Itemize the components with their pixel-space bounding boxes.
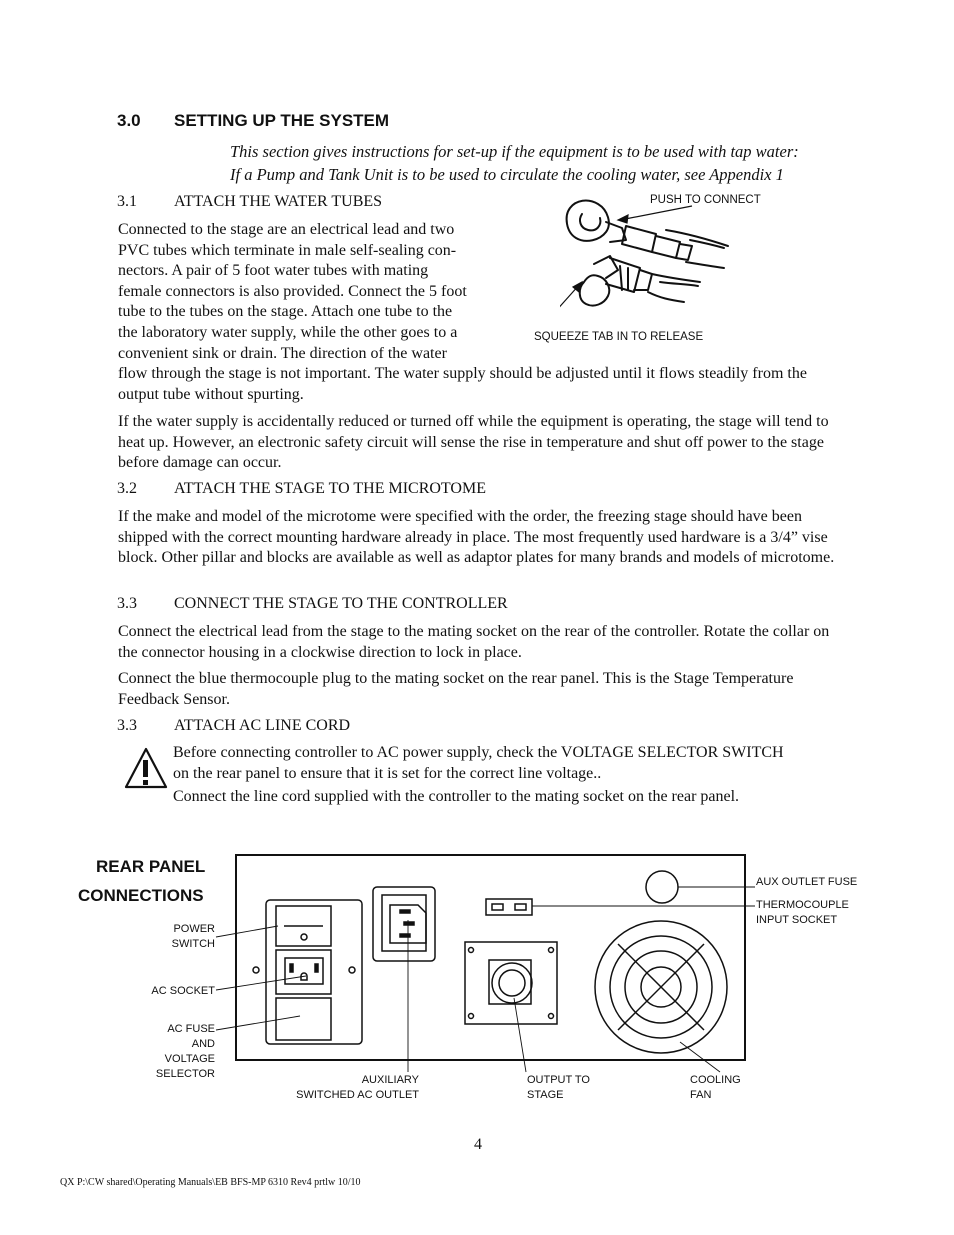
subsection-number-3-3b: 3.3 <box>117 717 137 734</box>
water-tubes-paragraph-cont: flow through the stage is not important. The water supply should be adjusted until it flows steadily from the output tube without spurting. <box>118 365 807 403</box>
thermocouple-label <box>756 898 849 928</box>
cooling-fan-label <box>690 1073 741 1103</box>
power-switch-label <box>160 922 215 952</box>
warning-line-1: Before connecting controller to AC power supply, check the VOLTAGE SELECTOR SWITCH <box>173 744 784 761</box>
section-title: SETTING UP THE SYSTEM <box>174 111 390 130</box>
push-to-connect-label: PUSH TO CONNECT <box>650 194 761 206</box>
label-line: AC FUSE <box>167 1023 215 1035</box>
text-line: nectors. A pair of 5 foot water tubes with mating <box>118 262 429 280</box>
aux-outlet-label <box>290 1073 419 1103</box>
subsection-number-3-2: 3.2 <box>117 480 137 497</box>
warning-line-2: on the rear panel to ensure that it is set for the correct line voltage.. <box>173 765 602 782</box>
text-line: female connectors is also provided. Connect the 5 foot <box>118 282 467 300</box>
label-line: STAGE <box>527 1089 564 1101</box>
subsection-title-3-3b: ATTACH AC LINE CORD <box>174 717 351 734</box>
intro-line-2: If a Pump and Tank Unit is to be used to circulate the cooling water, see Appendix 1 <box>230 165 784 184</box>
text-line: Connected to the stage are an electrical lead and two <box>118 221 455 238</box>
label-line: VOLTAGE <box>164 1053 215 1065</box>
label-line: AUXILIARY <box>361 1074 419 1086</box>
label-line: FAN <box>690 1089 712 1101</box>
text-line: convenient sink or drain. The direction of the water <box>118 344 447 362</box>
text-line: PVC tubes which terminate in male self-sealing con- <box>118 241 457 259</box>
output-stage-label <box>527 1073 590 1103</box>
label-line: SWITCH <box>171 938 215 950</box>
aux-fuse-label: AUX OUTLET FUSE <box>756 876 858 888</box>
subsection-title-3-3a: CONNECT THE STAGE TO THE CONTROLLER <box>174 595 508 612</box>
intro-line-1: This section gives instructions for set-up if the equipment is to be used with tap water: <box>230 142 799 161</box>
subsection-number-3-1: 3.1 <box>117 193 137 210</box>
text-line: tube to the tubes on the stage. Attach one tube to the <box>118 303 453 321</box>
squeeze-tab-label: SQUEEZE TAB IN TO RELEASE <box>534 331 704 343</box>
subsection-number-3-3a: 3.3 <box>117 595 137 612</box>
controller-paragraph-2: Connect the blue thermocouple plug to the mating socket on the rear panel. This is the Stage Temperature Feedback Sensor. <box>118 670 794 708</box>
label-line: SELECTOR <box>155 1068 215 1080</box>
line-cord-instruction: Connect the line cord supplied with the controller to the mating socket on the rear panel. <box>173 788 740 805</box>
label-line: POWER <box>173 923 215 935</box>
rear-panel-title-line-2: CONNECTIONS <box>78 886 204 905</box>
controller-paragraph-1: Connect the electrical lead from the stage to the mating socket on the rear of the controller. Rotate the collar on the connector housing in a clockwise direction to lock in place. <box>118 623 830 661</box>
label-line: OUTPUT TO <box>527 1074 590 1086</box>
label-line: INPUT SOCKET <box>756 914 838 926</box>
page-number: 4 <box>474 1136 482 1153</box>
label-line: SWITCHED AC OUTLET <box>296 1089 419 1101</box>
section-number: 3.0 <box>117 111 141 130</box>
label-line: AND <box>191 1038 215 1050</box>
label-line: THERMOCOUPLE <box>756 899 849 911</box>
water-supply-paragraph: If the water supply is accidentally reduced or turned off while the equipment is operating, the stage will tend to heat up. However, an electronic safety circuit will sense the rise in temperature and shut off power to the stage before damage can occur. <box>118 413 829 472</box>
footer-path: QX P:\CW shared\Operating Manuals\EB BFS-MP 6310 Rev4 prtlw 10/10 <box>60 1177 361 1188</box>
rear-panel-title-line-1: REAR PANEL <box>96 857 206 876</box>
subsection-title-3-1: ATTACH THE WATER TUBES <box>174 193 383 210</box>
text-line: the laboratory water supply, while the other goes to a <box>118 323 458 341</box>
microtome-paragraph: If the make and model of the microtome were specified with the order, the freezing stage should have been shipped with the correct mounting hardware already in place. The most frequently used hardware is a 3/4” vise block. Other pillar and blocks are available as well as adaptor plates for many brands and models of microtome. <box>118 508 835 567</box>
ac-socket-label: AC SOCKET <box>151 985 215 997</box>
ac-fuse-label <box>150 1022 215 1082</box>
subsection-title-3-2: ATTACH THE STAGE TO THE MICROTOME <box>174 480 486 497</box>
label-line: COOLING <box>690 1074 741 1086</box>
